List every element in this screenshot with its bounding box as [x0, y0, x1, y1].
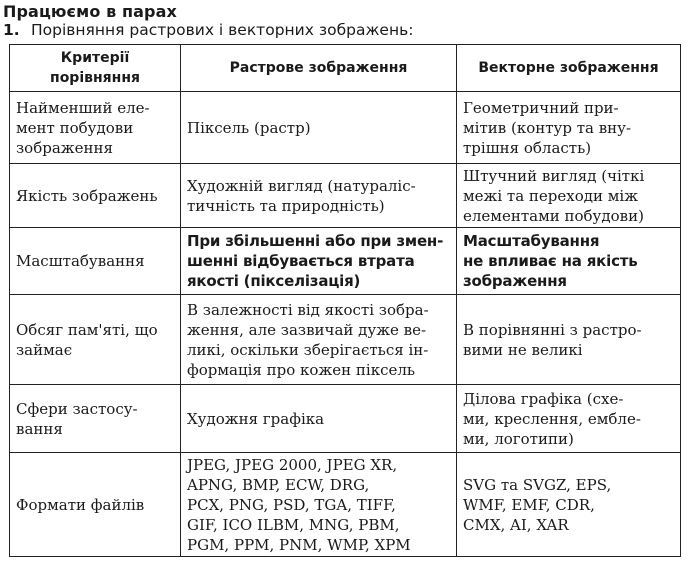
cell-criteria: Сфери застосу- вання — [10, 385, 181, 453]
header-vector: Векторне зображення — [457, 45, 681, 92]
cell-raster: Художній вигляд (натураліс- тичність та природність) — [181, 164, 457, 228]
cell-vector: SVG та SVGZ, EPS, WMF, EMF, CDR, CMX, AI, XAR — [457, 453, 681, 557]
cell-raster: В залежності від якості зобра- ження, але зазвичай дуже ве- ликі, оскільки зберігається ін- формація про кожен піксель — [181, 295, 457, 385]
task-statement — [3, 20, 413, 40]
cell-vector: В порівнянні з растро- вими не великі — [457, 295, 681, 385]
cell-raster: При збільшенні або при змен- шенні відбувається втрата якості (пікселізація) — [181, 228, 457, 295]
cell-vector: Ділова графіка (схе- ми, креслення, ембле- ми, логотипи) — [457, 385, 681, 453]
task-number: 1. — [3, 21, 20, 39]
table-row — [10, 295, 681, 385]
section-heading: Працюємо в парах — [3, 2, 177, 21]
cell-raster: Піксель (растр) — [181, 92, 457, 164]
cell-vector: Геометричний при- мітив (контур та вну- трішня область) — [457, 92, 681, 164]
header-raster: Растрове зображення — [181, 45, 457, 92]
cell-criteria: Обсяг пам'яті, що займає — [10, 295, 181, 385]
cell-criteria: Формати файлів — [10, 453, 181, 557]
table-header-row — [10, 45, 681, 92]
task-text: Порівняння растрових і векторних зображень: — [31, 21, 414, 39]
table-row — [10, 453, 681, 557]
cell-raster: JPEG, JPEG 2000, JPEG XR, APNG, BMP, ECW, DRG, PCX, PNG, PSD, TGA, TIFF, GIF, ICO ILBM, MNG, PBM, PGM, PPM, PNM, WMP, XPM — [181, 453, 457, 557]
table-row — [10, 92, 681, 164]
cell-vector: Штучний вигляд (чіткі межі та переходи між елементами побудови) — [457, 164, 681, 228]
table-row — [10, 164, 681, 228]
table-row — [10, 385, 681, 453]
table-row — [10, 228, 681, 295]
cell-criteria: Масштабування — [10, 228, 181, 295]
cell-criteria: Якість зображень — [10, 164, 181, 228]
header-criteria: Критерії порівняння — [10, 45, 181, 92]
cell-vector: Масштабування не впливає на якість зображення — [457, 228, 681, 295]
cell-raster: Художня графіка — [181, 385, 457, 453]
comparison-table — [9, 44, 681, 557]
cell-criteria: Найменший еле- мент побудови зображення — [10, 92, 181, 164]
